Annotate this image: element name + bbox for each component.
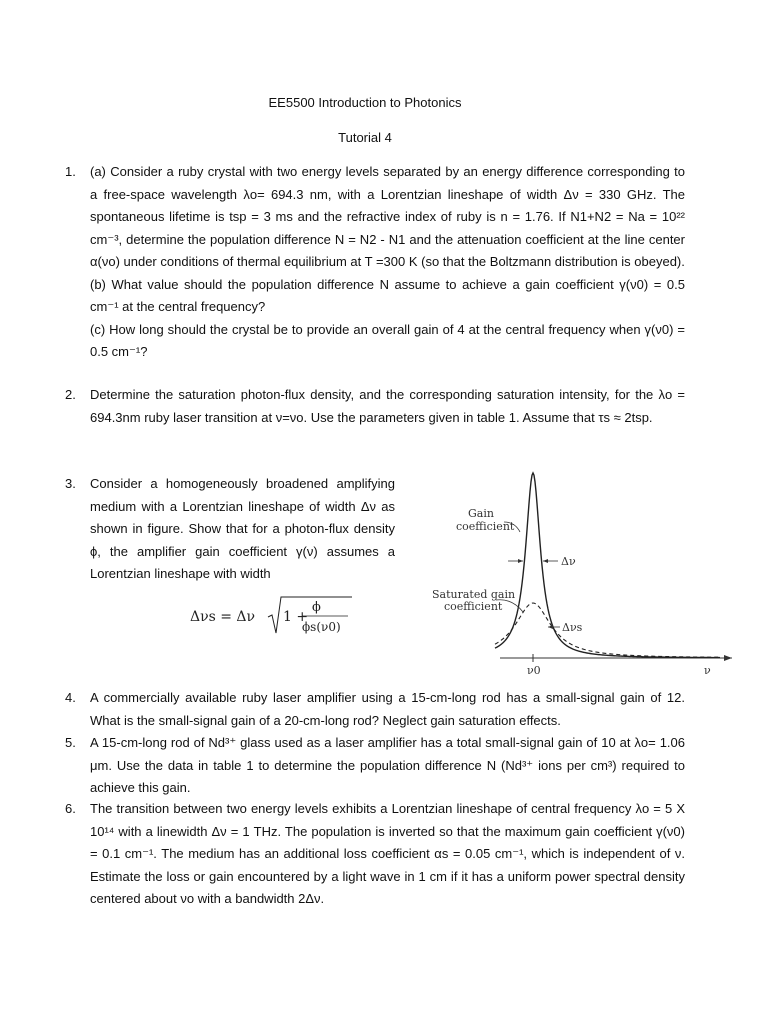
dnus-label: Δνs <box>562 621 583 634</box>
formula-denominator: ϕs(ν0) <box>302 620 341 634</box>
nu0-label: ν0 <box>527 664 541 677</box>
question-2-text: Determine the saturation photon-flux density, and the corresponding saturation intensity, for the λo = 694.3nm ruby laser transition at ν=νo. Use the parameters given in table 1. Assume that τs ≈ 2tsp. <box>90 387 685 425</box>
question-3 <box>65 473 395 586</box>
gain-label-line1: Gain <box>468 507 494 520</box>
tutorial-title: Tutorial 4 <box>338 130 392 145</box>
gain-curve <box>495 473 720 658</box>
nu-label: ν <box>704 664 711 677</box>
question-6 <box>65 798 685 911</box>
question-number: 4. <box>65 690 76 705</box>
axis-arrow <box>724 655 732 661</box>
question-number: 5. <box>65 735 76 750</box>
dnus-arrowhead <box>548 625 553 629</box>
question-6-text: The transition between two energy levels exhibits a Lorentzian lineshape of central frequency λo = 5 X 10¹⁴ with a linewidth Δν = 1 THz. The population is inverted so that the maximum gain coefficient γ(ν0) = 0.1 cm⁻¹. The medium has an additional loss coefficient αs = 0.05 cm⁻¹, which is independent of ν. Estimate the loss or gain encountered by a light wave in 1 cm if it has a uniform power spectral density centered about νo with a bandwidth 2Δν. <box>90 801 685 906</box>
question-1 <box>65 161 685 364</box>
question-5 <box>65 732 685 800</box>
question-number: 3. <box>65 476 76 491</box>
sat-label-line1: Saturated gain <box>432 588 516 601</box>
sat-label-line2: coefficient <box>444 600 503 613</box>
question-number: 2. <box>65 387 76 402</box>
question-1a-text: (a) Consider a ruby crystal with two energy levels separated by an energy difference corresponding to a free-space wavelength λo= 694.3 nm, with a Lorentzian lineshape of width Δν = 330 GHz. The spontaneous lifetime is tsp = 3 ms and the refractive index of ruby is n = 1.76. If N1+N2 = Na = 10²² cm⁻³, determine the population difference N = N2 - N1 and the attenuation coefficient at the line center α(νo) under conditions of thermal equilibrium at T =300 K (so that the Boltzmann distribution is obeyed). <box>90 164 685 269</box>
question-4 <box>65 687 685 732</box>
course-title: EE5500 Introduction to Photonics <box>268 95 462 110</box>
gain-coefficient-figure <box>420 460 750 680</box>
question-number: 6. <box>65 801 76 816</box>
gain-label-line2: coefficient <box>456 520 515 533</box>
dnu-label: Δν <box>561 555 576 568</box>
question-1b-text: (b) What value should the population difference N assume to achieve a gain coefficient γ(ν0) = 0.5 cm⁻¹ at the central frequency? <box>90 276 685 314</box>
formula-numerator: ϕ <box>312 600 321 615</box>
gain-curve-plot <box>420 460 750 680</box>
formula-graphic <box>190 593 360 639</box>
dnu-arrowhead-left <box>518 559 523 563</box>
formula-one: 1 + <box>283 609 309 625</box>
question-4-text: A commercially available ruby laser amplifier using a 15-cm-long rod has a small-signal gain of 12. What is the small-signal gain of a 20-cm-long rod? Neglect gain saturation effects. <box>90 690 685 728</box>
question-1c-text: (c) How long should the crystal be to provide an overall gain of 4 at the central frequency when γ(ν0) = 0.5 cm⁻¹? <box>90 321 685 359</box>
question-5-text: A 15-cm-long rod of Nd³⁺ glass used as a laser amplifier has a total small-signal gain of 10 at λo= 1.06 μm. Use the data in table 1 to determine the population difference N (Nd³⁺ ions per cm³) required to achieve this gain. <box>90 735 685 795</box>
linewidth-formula <box>190 593 360 643</box>
question-2 <box>65 384 685 429</box>
dnu-arrowhead-right <box>543 559 548 563</box>
formula-lhs: Δνs = Δν <box>190 609 256 625</box>
saturated-gain-curve <box>495 603 720 657</box>
question-3-text: Consider a homogeneously broadened amplifying medium with a Lorentzian lineshape of width Δν as shown in figure. Show that for a photon-flux density ϕ, the amplifier gain coefficient γ(ν) assumes a Lorentzian lineshape with width <box>90 476 395 581</box>
question-number: 1. <box>65 164 76 179</box>
